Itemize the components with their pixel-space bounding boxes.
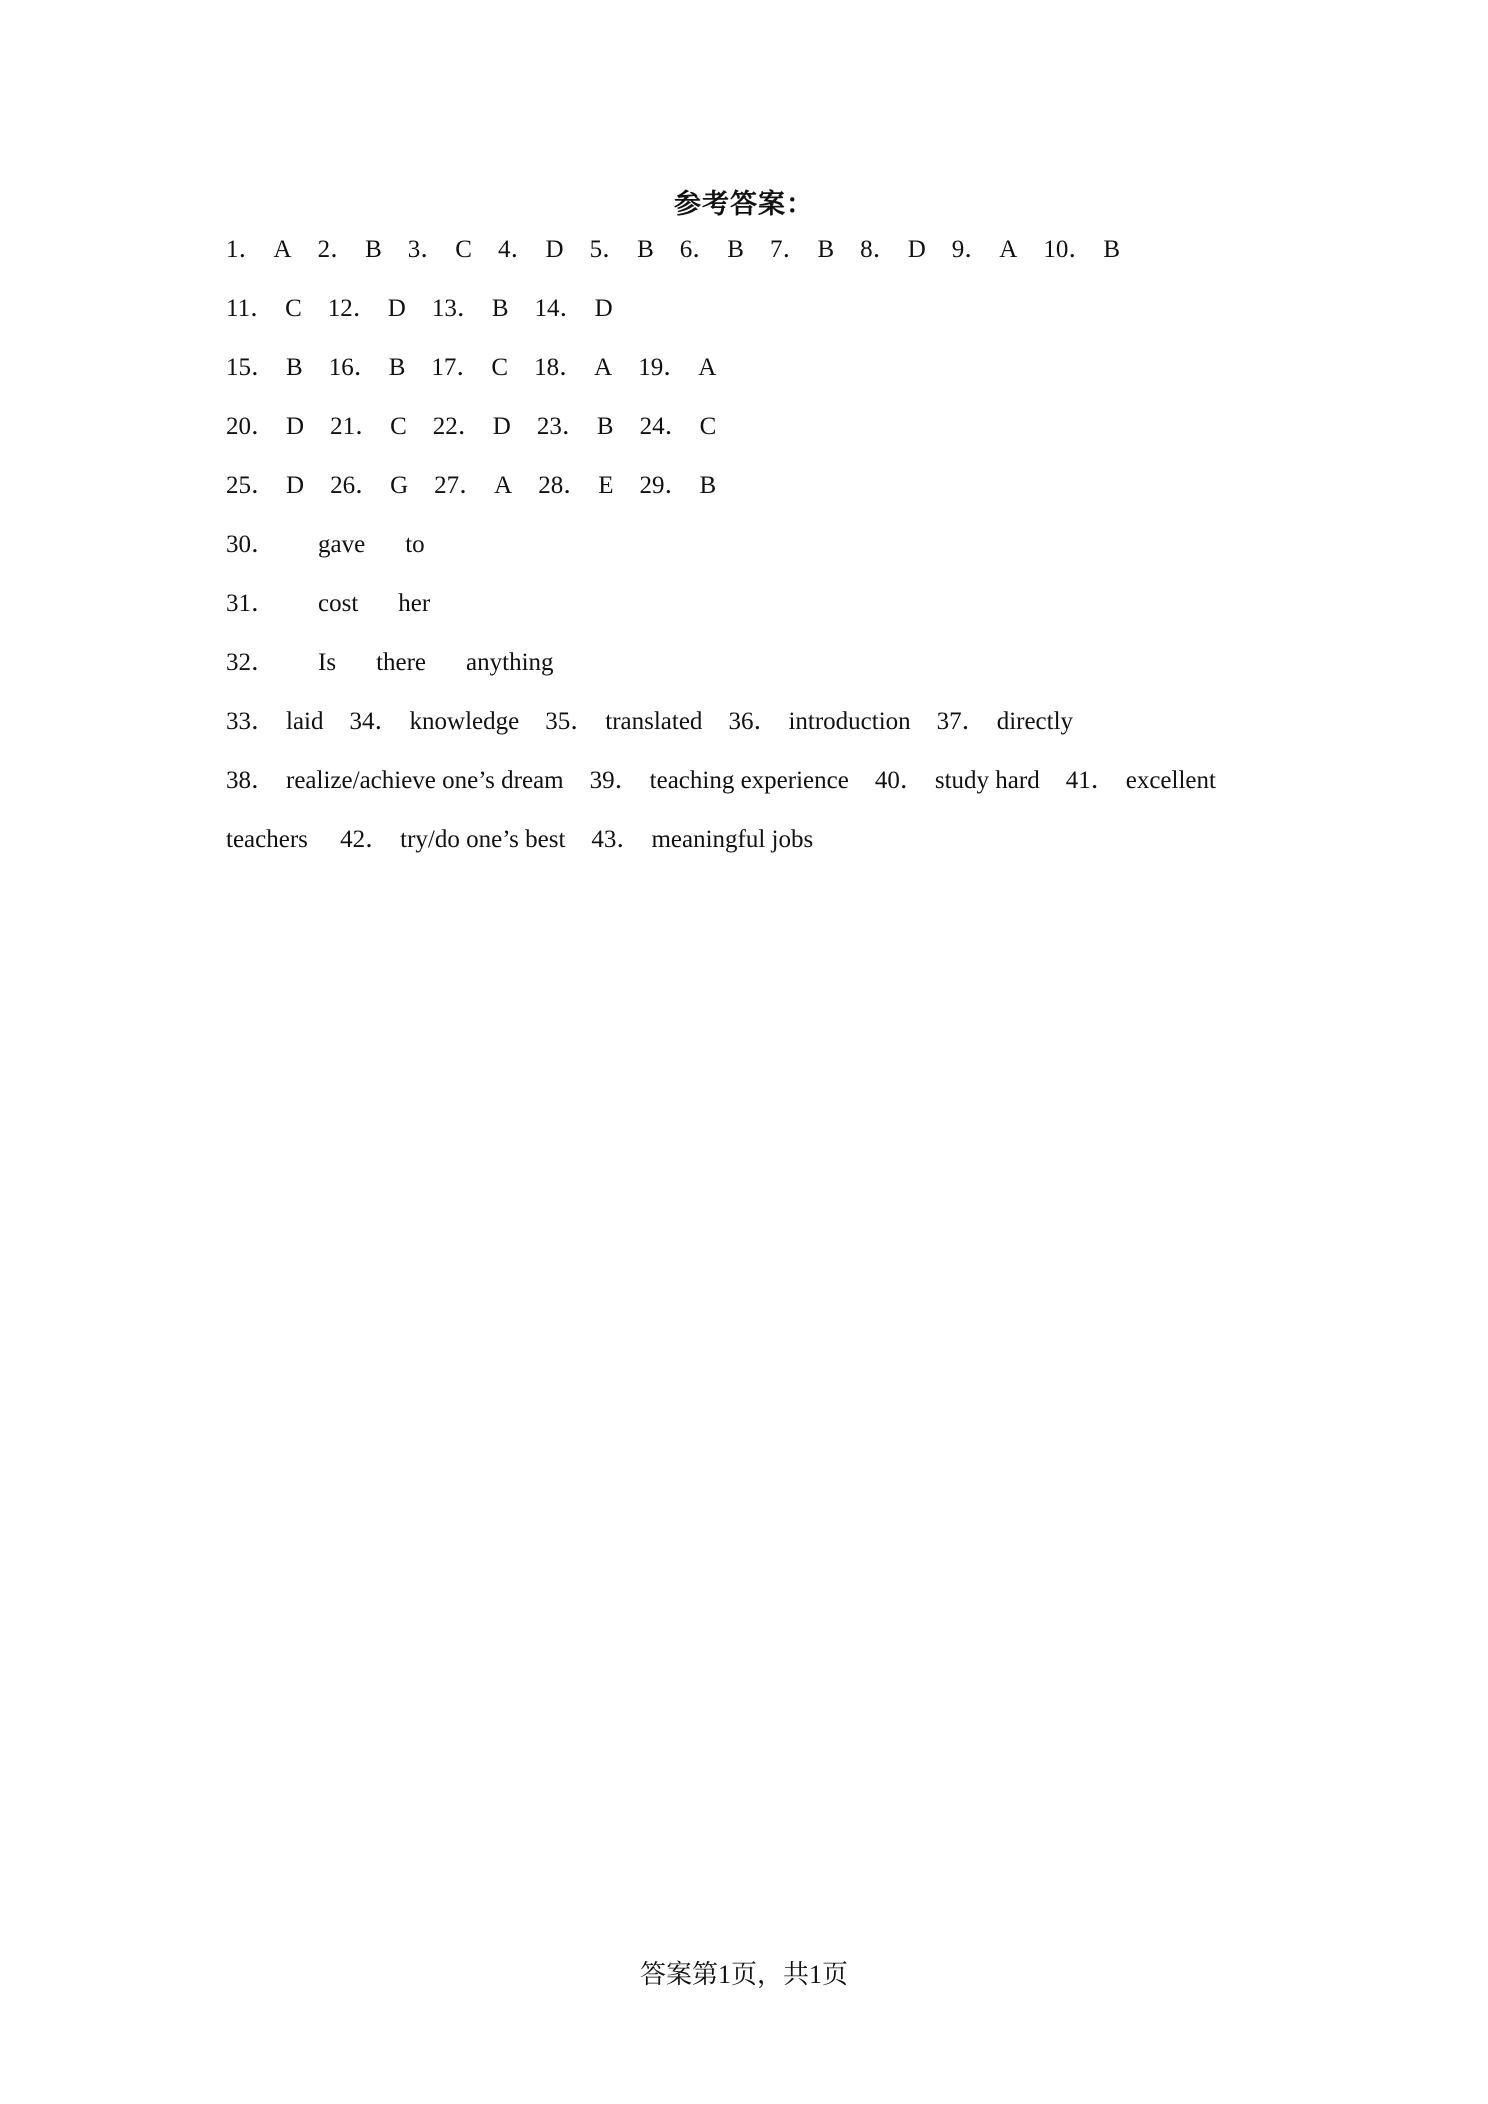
question-number: 6． (679, 236, 718, 263)
question-number: 20． (226, 413, 277, 440)
answer-line-33-37 (226, 702, 1286, 761)
question-number: 41． (1065, 767, 1116, 794)
question-number: 35． (545, 708, 596, 735)
question-number: 22． (432, 413, 483, 440)
answer-item (680, 230, 744, 270)
answer-text: C (455, 236, 472, 263)
answer-text: B (388, 354, 406, 381)
question-number: 28． (538, 472, 589, 499)
question-number: 40． (874, 767, 925, 794)
answer-item (350, 702, 520, 742)
question-number: 12． (327, 295, 378, 322)
answer-item (226, 348, 303, 388)
answer-text: D (286, 472, 305, 499)
answer-text: D (545, 236, 564, 263)
answer-item (860, 230, 926, 270)
answer-text: B (637, 236, 654, 263)
question-number: 38． (226, 767, 277, 794)
question-number: 24． (639, 413, 690, 440)
answer-item (340, 820, 565, 860)
question-number: 29． (639, 472, 690, 499)
question-number: 30． (226, 531, 277, 558)
question-number: 4． (497, 236, 536, 263)
question-number: 14． (534, 295, 585, 322)
answer-line-41-43-continued (226, 820, 1286, 879)
answer-line-30 (226, 525, 1286, 584)
answer-text: C (491, 354, 509, 381)
answer-text: C (390, 413, 407, 440)
answer-item (226, 230, 292, 270)
answer-item (770, 230, 834, 270)
answer-text: B (817, 236, 835, 263)
answer-line-38-41 (226, 761, 1286, 820)
question-number: 25． (226, 472, 277, 499)
question-number: 26． (330, 472, 381, 499)
question-number: 8． (860, 236, 898, 263)
question-number: 37． (936, 708, 987, 735)
answer-item (591, 820, 813, 860)
answer-item (433, 407, 511, 447)
answer-list (226, 230, 1286, 879)
answer-item (1066, 761, 1216, 801)
answer-text: D (492, 413, 511, 440)
answer-text: D (907, 236, 926, 263)
answer-text: B (1103, 236, 1121, 263)
answer-word: gave (318, 531, 366, 558)
question-number: 16． (328, 354, 379, 381)
answer-text: knowledge (409, 708, 520, 735)
question-number: 11． (226, 295, 276, 322)
answer-word: her (398, 590, 431, 617)
answer-line-11-14 (226, 289, 1286, 348)
question-number: 23． (536, 413, 587, 440)
answer-item (535, 289, 613, 329)
question-number: 36． (728, 708, 779, 735)
answer-item (537, 407, 614, 447)
answer-item (318, 230, 382, 270)
answer-item (434, 466, 512, 506)
answer-text: excellent (1125, 767, 1216, 794)
answer-item (432, 289, 509, 329)
answer-text: laid (286, 708, 324, 735)
answer-text: A (999, 236, 1018, 263)
continued-text: teachers (226, 826, 308, 853)
answer-item (875, 761, 1040, 801)
question-number: 5． (589, 236, 628, 263)
answer-item (498, 230, 564, 270)
answer-text: B (286, 354, 303, 381)
answer-item (226, 289, 302, 329)
answer-text: introduction (788, 708, 911, 735)
answer-item (330, 466, 408, 506)
answer-text: meaningful jobs (651, 826, 814, 853)
answer-line-32 (226, 643, 1286, 702)
answer-item (328, 289, 406, 329)
answer-line-1-10 (226, 230, 1286, 289)
question-number: 2． (317, 236, 356, 263)
answer-text: A (698, 354, 717, 381)
question-number: 15． (226, 354, 277, 381)
answer-text: A (273, 236, 292, 263)
page-title: 参考答案： (674, 189, 814, 219)
answer-text: D (594, 295, 613, 322)
answer-text: E (598, 472, 614, 499)
answer-text: realize/achieve one’s dream (286, 767, 564, 794)
question-number: 17． (431, 354, 482, 381)
question-number: 19． (638, 354, 689, 381)
answer-item (640, 466, 717, 506)
answer-item (330, 407, 407, 447)
answer-line-15-19 (226, 348, 1286, 407)
answer-item (431, 348, 508, 388)
answer-word: to (405, 531, 425, 558)
answer-text: study hard (934, 767, 1040, 794)
answer-text: C (699, 413, 717, 440)
answer-line-31 (226, 584, 1286, 643)
answer-text: A (494, 472, 513, 499)
question-number: 9． (951, 236, 990, 263)
answer-item (638, 348, 716, 388)
answer-text: B (596, 413, 614, 440)
question-number: 32． (226, 649, 277, 676)
question-number: 10． (1043, 236, 1094, 263)
answer-word: cost (318, 590, 359, 617)
answer-word: anything (466, 649, 554, 676)
answer-word: there (376, 649, 427, 676)
answer-item (226, 702, 324, 742)
question-number: 42． (340, 826, 391, 853)
question-number: 7． (769, 236, 808, 263)
answer-item (545, 702, 702, 742)
question-number: 21． (330, 413, 381, 440)
answer-word: Is (318, 649, 337, 676)
answer-text: A (594, 354, 613, 381)
answer-item (640, 407, 717, 447)
answer-item (329, 348, 406, 388)
answer-item (1043, 230, 1120, 270)
answer-text: D (387, 295, 406, 322)
answer-item (952, 230, 1018, 270)
question-number: 43． (591, 826, 642, 853)
answer-line-20-24 (226, 407, 1286, 466)
answer-text: translated (605, 708, 703, 735)
answer-item (226, 761, 564, 801)
answer-line-25-29 (226, 466, 1286, 525)
question-number: 3． (407, 236, 446, 263)
question-number: 1． (226, 236, 264, 263)
answer-item (534, 348, 612, 388)
answer-text: directly (996, 708, 1074, 735)
answer-item (408, 230, 472, 270)
page-footer: 答案第1页，共1页 (639, 1960, 848, 1989)
question-number: 31． (226, 590, 277, 617)
question-number: 18． (534, 354, 585, 381)
question-number: 34． (349, 708, 400, 735)
answer-text: B (727, 236, 744, 263)
question-number: 33． (226, 708, 277, 735)
answer-item (937, 702, 1073, 742)
answer-text: B (365, 236, 382, 263)
answer-text: B (699, 472, 717, 499)
answer-item (226, 407, 304, 447)
question-number: 39． (589, 767, 640, 794)
answer-item (538, 466, 613, 506)
answer-text: try/do one’s best (400, 826, 566, 853)
answer-text: C (285, 295, 302, 322)
answer-text: D (286, 413, 305, 440)
answer-item (728, 702, 910, 742)
answer-item (590, 761, 849, 801)
answer-text: B (491, 295, 509, 322)
question-number: 13． (431, 295, 482, 322)
answer-text: G (390, 472, 409, 499)
answer-text: teaching experience (649, 767, 849, 794)
answer-item (590, 230, 654, 270)
answer-item (226, 466, 304, 506)
question-number: 27． (434, 472, 485, 499)
